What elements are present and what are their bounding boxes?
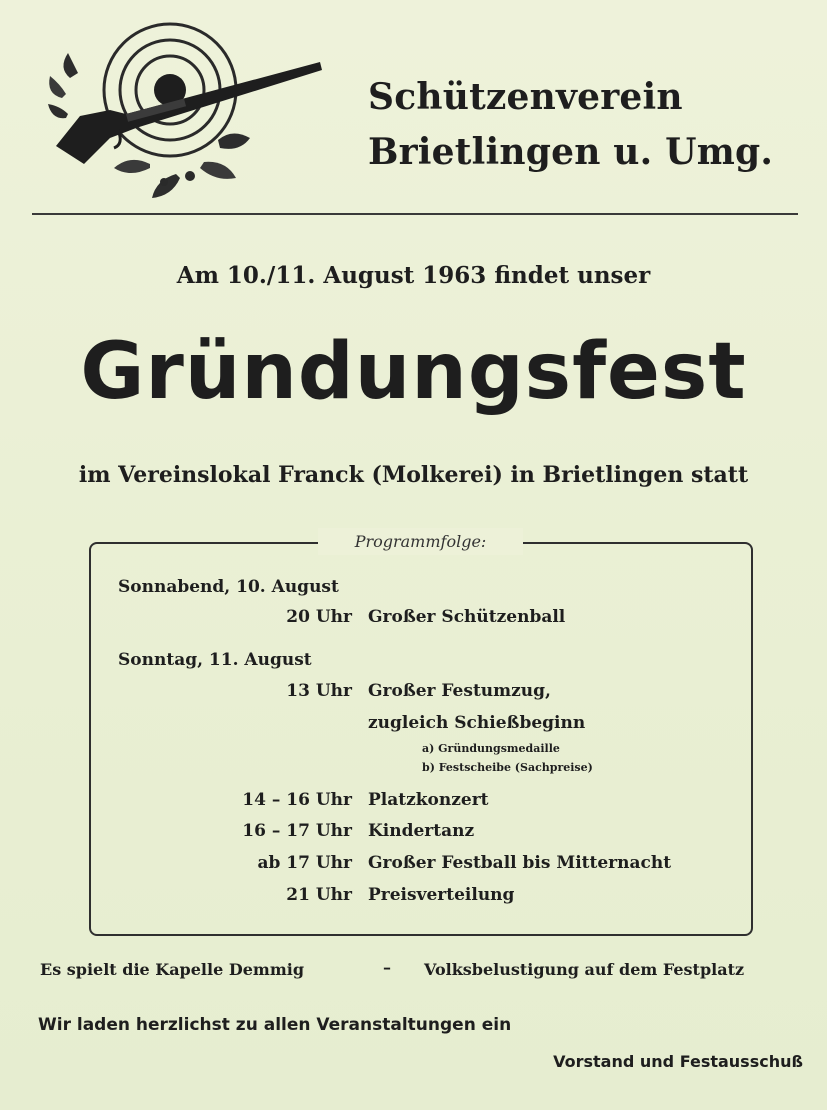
venue-text: im Vereinslokal Franck (Molkerei) in Brietlingen statt [78,462,749,488]
fair-note: Volksbelustigung auf dem Festplatz [424,960,745,979]
target-rifle-icon [40,18,330,203]
program-title: Programmfolge: [318,528,523,555]
program-event: Preisverteilung [368,885,515,905]
signature: Vorstand und Festausschuß [553,1052,803,1071]
program-time: 21 Uhr [286,885,352,905]
club-name-line1: Schützenverein [368,76,683,118]
program-event-continued: zugleich Schießbeginn [368,713,586,733]
program-box [89,542,753,936]
club-name-line2: Brietlingen u. Umg. [368,131,774,173]
band-note: Es spielt die Kapelle Demmig [40,960,305,979]
footer-separator: – [383,958,391,977]
program-event: Großer Festumzug, [368,681,551,701]
program-event: Großer Schützenball [368,607,566,627]
program-time: ab 17 Uhr [257,853,352,873]
program-time: 13 Uhr [286,681,352,701]
program-time: 16 – 17 Uhr [242,821,352,841]
program-day-sunday: Sonntag, 11. August [118,650,312,670]
program-subitem: a) Gründungsmedaille [422,742,560,755]
program-time: 20 Uhr [286,607,352,627]
program-event: Großer Festball bis Mitternacht [368,853,672,873]
club-name [368,70,773,180]
program-time: 14 – 16 Uhr [242,790,352,810]
program-event: Platzkonzert [368,790,489,810]
page-title: Gründungsfest [80,327,747,417]
header-divider [32,213,798,215]
program-subitem: b) Festscheibe (Sachpreise) [422,761,593,774]
program-day-saturday: Sonnabend, 10. August [118,577,339,597]
intro-text: Am 10./11. August 1963 findet unser [176,262,651,289]
invitation-text: Wir laden herzlichst zu allen Veranstaltungen ein [38,1015,512,1035]
program-event: Kindertanz [368,821,475,841]
